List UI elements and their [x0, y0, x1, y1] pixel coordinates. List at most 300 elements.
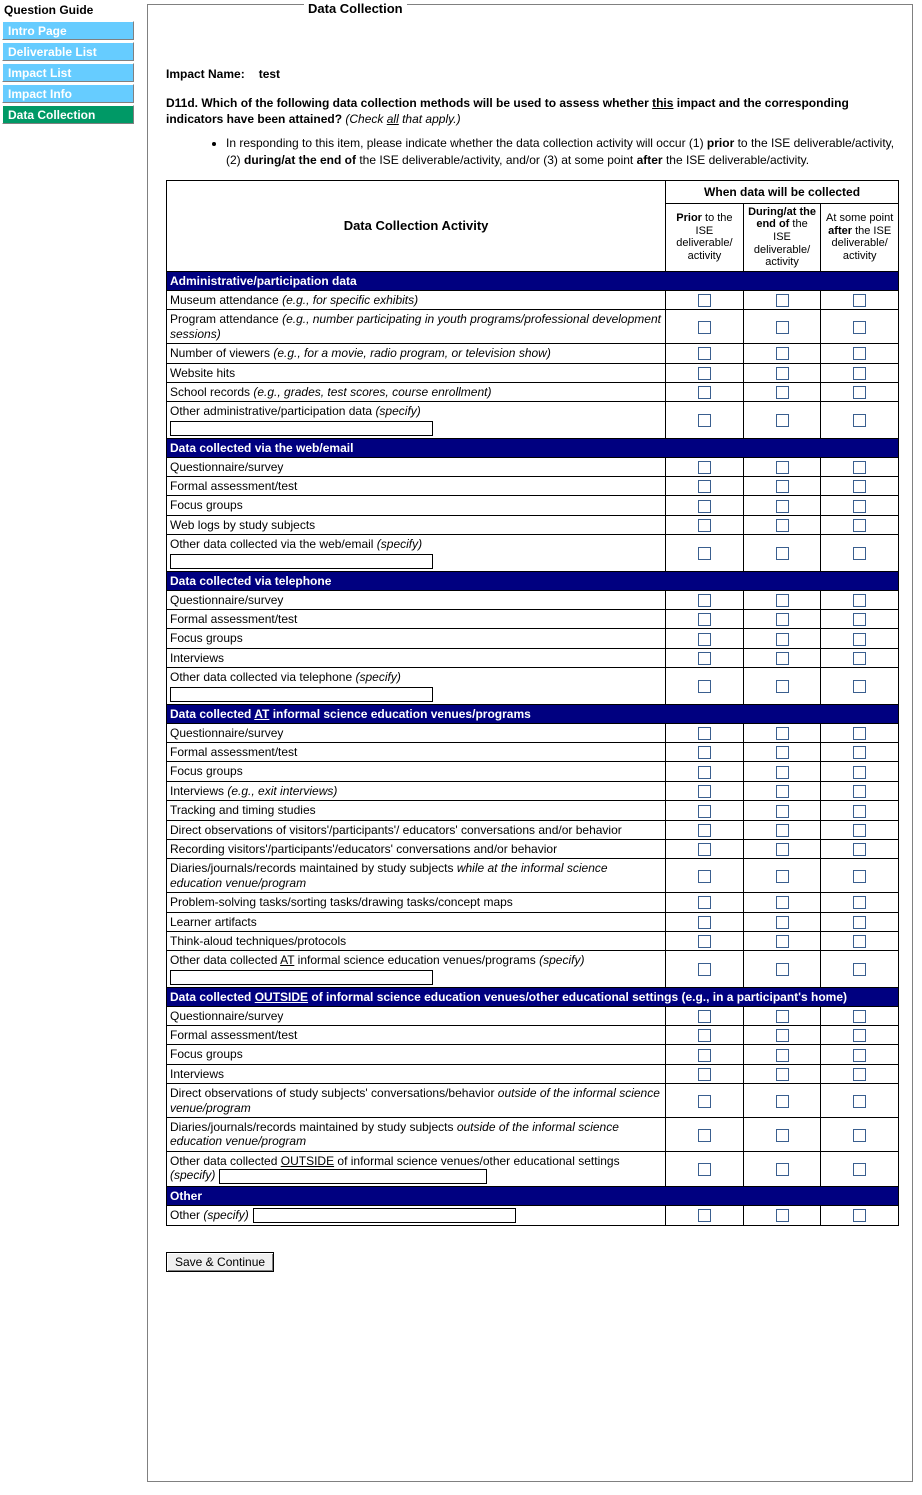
checkbox-after-cell[interactable]: [821, 648, 899, 667]
checkbox-after-cell[interactable]: [821, 912, 899, 931]
activity-cell: [167, 742, 666, 761]
checkbox-after[interactable]: [853, 824, 866, 837]
checkbox-prior-cell[interactable]: [666, 496, 744, 515]
checkbox-prior-cell[interactable]: [666, 839, 744, 858]
checkbox-during-cell[interactable]: [743, 839, 821, 858]
checkbox-after[interactable]: [853, 480, 866, 493]
checkbox-during[interactable]: [776, 1163, 789, 1176]
activity-cell: [167, 1026, 666, 1045]
checkbox-after[interactable]: [853, 766, 866, 779]
checkbox-prior-cell[interactable]: [666, 931, 744, 950]
checkbox-prior-cell[interactable]: [666, 859, 744, 893]
checkbox-prior[interactable]: [698, 652, 711, 665]
checkbox-prior[interactable]: [698, 386, 711, 399]
checkbox-during-cell[interactable]: [743, 515, 821, 534]
checkbox-prior-cell[interactable]: [666, 723, 744, 742]
checkbox-prior-cell[interactable]: [666, 648, 744, 667]
table-row: [167, 742, 899, 761]
checkbox-during[interactable]: [776, 824, 789, 837]
specify-input[interactable]: [219, 1169, 487, 1184]
activity-label: Focus groups: [170, 1047, 243, 1062]
checkbox-after[interactable]: [853, 843, 866, 856]
checkbox-after-cell[interactable]: [821, 859, 899, 893]
activity-cell: [167, 1006, 666, 1025]
checkbox-after-cell[interactable]: [821, 515, 899, 534]
activity-label: Questionnaire/survey: [170, 459, 284, 474]
activity-cell: [167, 801, 666, 820]
checkbox-during-cell[interactable]: [743, 363, 821, 382]
checkbox-after[interactable]: [853, 500, 866, 513]
checkbox-after-cell[interactable]: [821, 1045, 899, 1064]
checkbox-after[interactable]: [853, 935, 866, 948]
checkbox-after-cell[interactable]: [821, 1084, 899, 1118]
checkbox-prior[interactable]: [698, 613, 711, 626]
checkbox-after[interactable]: [853, 386, 866, 399]
checkbox-during[interactable]: [776, 519, 789, 532]
checkbox-after-cell[interactable]: [821, 742, 899, 761]
checkbox-during[interactable]: [776, 766, 789, 779]
checkbox-during-cell[interactable]: [743, 912, 821, 931]
checkbox-during[interactable]: [776, 414, 789, 427]
checkbox-prior-cell[interactable]: [666, 1205, 744, 1225]
checkbox-after[interactable]: [853, 727, 866, 740]
checkbox-during[interactable]: [776, 1068, 789, 1081]
checkbox-during[interactable]: [776, 727, 789, 740]
checkbox-prior-cell[interactable]: [666, 1118, 744, 1152]
checkbox-after[interactable]: [853, 1163, 866, 1176]
checkbox-prior[interactable]: [698, 594, 711, 607]
save-and-continue-button[interactable]: Save & Continue: [166, 1252, 274, 1272]
checkbox-during-cell[interactable]: [743, 801, 821, 820]
checkbox-during-cell[interactable]: [743, 629, 821, 648]
checkbox-after-cell[interactable]: [821, 629, 899, 648]
table-row: [167, 931, 899, 950]
checkbox-prior-cell[interactable]: [666, 820, 744, 839]
checkbox-after-cell[interactable]: [821, 820, 899, 839]
checkbox-during-cell[interactable]: [743, 610, 821, 629]
sidebar-item-impact-info[interactable]: Impact Info: [2, 84, 134, 103]
checkbox-during-cell[interactable]: [743, 477, 821, 496]
section-title: Data collected OUTSIDE of informal science education venues/other educational settings (e.g., in a participant's home): [167, 987, 899, 1006]
checkbox-after[interactable]: [853, 1010, 866, 1023]
checkbox-prior[interactable]: [698, 633, 711, 646]
checkbox-prior[interactable]: [698, 461, 711, 474]
checkbox-after-cell[interactable]: [821, 931, 899, 950]
specify-input[interactable]: [170, 687, 433, 702]
table-section-header: [167, 271, 899, 290]
checkbox-after-cell[interactable]: [821, 1026, 899, 1045]
activity-label: Recording visitors'/participants'/educators' conversations and/or behavior: [170, 841, 558, 856]
checkbox-prior[interactable]: [698, 1049, 711, 1062]
checkbox-after-cell[interactable]: [821, 781, 899, 800]
checkbox-during[interactable]: [776, 594, 789, 607]
checkbox-after[interactable]: [853, 613, 866, 626]
checkbox-prior[interactable]: [698, 519, 711, 532]
checkbox-prior-cell[interactable]: [666, 382, 744, 401]
checkbox-during[interactable]: [776, 347, 789, 360]
checkbox-during[interactable]: [776, 1029, 789, 1042]
activity-cell: [167, 515, 666, 534]
checkbox-prior-cell[interactable]: [666, 801, 744, 820]
checkbox-during-cell[interactable]: [743, 457, 821, 476]
checkbox-after-cell[interactable]: [821, 496, 899, 515]
checkbox-prior-cell[interactable]: [666, 310, 744, 344]
sidebar-item-intro-page[interactable]: Intro Page: [2, 21, 134, 40]
table-row: [167, 629, 899, 648]
checkbox-after-cell[interactable]: [821, 762, 899, 781]
checkbox-after-cell[interactable]: [821, 610, 899, 629]
checkbox-after-cell[interactable]: [821, 668, 899, 704]
checkbox-prior[interactable]: [698, 500, 711, 513]
activity-label: Other data collected via telephone (specify): [170, 670, 401, 685]
activity-label: Think-aloud techniques/protocols: [170, 933, 347, 948]
checkbox-prior-cell[interactable]: [666, 363, 744, 382]
checkbox-during[interactable]: [776, 1209, 789, 1222]
checkbox-prior-cell[interactable]: [666, 1026, 744, 1045]
activity-cell: [167, 496, 666, 515]
checkbox-during[interactable]: [776, 294, 789, 307]
checkbox-prior[interactable]: [698, 1095, 711, 1108]
checkbox-during-cell[interactable]: [743, 1205, 821, 1225]
checkbox-after-cell[interactable]: [821, 344, 899, 363]
checkbox-prior[interactable]: [698, 367, 711, 380]
checkbox-during-cell[interactable]: [743, 402, 821, 438]
table-row: [167, 668, 899, 704]
checkbox-after[interactable]: [853, 547, 866, 560]
checkbox-prior[interactable]: [698, 1068, 711, 1081]
checkbox-after[interactable]: [853, 594, 866, 607]
checkbox-after[interactable]: [853, 321, 866, 334]
activity-cell: [167, 382, 666, 401]
checkbox-prior-cell[interactable]: [666, 781, 744, 800]
checkbox-prior-cell[interactable]: [666, 290, 744, 309]
activity-cell: [167, 590, 666, 609]
checkbox-after[interactable]: [853, 1095, 866, 1108]
checkbox-prior-cell[interactable]: [666, 668, 744, 704]
activity-label: Interviews: [170, 650, 225, 665]
checkbox-during-cell[interactable]: [743, 310, 821, 344]
checkbox-prior-cell[interactable]: [666, 515, 744, 534]
checkbox-prior-cell[interactable]: [666, 1084, 744, 1118]
activity-label: School records (e.g., grades, test scores, course enrollment): [170, 384, 492, 399]
checkbox-during-cell[interactable]: [743, 762, 821, 781]
checkbox-prior[interactable]: [698, 746, 711, 759]
activity-label: Questionnaire/survey: [170, 725, 284, 740]
checkbox-after-cell[interactable]: [821, 723, 899, 742]
specify-input[interactable]: [253, 1208, 516, 1223]
checkbox-after[interactable]: [853, 652, 866, 665]
activity-cell: [167, 648, 666, 667]
checkbox-during[interactable]: [776, 613, 789, 626]
checkbox-prior-cell[interactable]: [666, 1064, 744, 1083]
checkbox-prior[interactable]: [698, 727, 711, 740]
checkbox-after[interactable]: [853, 805, 866, 818]
checkbox-prior[interactable]: [698, 414, 711, 427]
checkbox-during[interactable]: [776, 1010, 789, 1023]
activity-label: Other data collected via the web/email (specify): [170, 537, 423, 552]
question-block: [166, 95, 902, 127]
specify-input[interactable]: [170, 421, 433, 436]
checkbox-prior-cell[interactable]: [666, 1006, 744, 1025]
checkbox-prior-cell[interactable]: [666, 590, 744, 609]
checkbox-during-cell[interactable]: [743, 496, 821, 515]
checkbox-during[interactable]: [776, 547, 789, 560]
activity-cell: [167, 839, 666, 858]
checkbox-prior-cell[interactable]: [666, 477, 744, 496]
checkbox-during[interactable]: [776, 1049, 789, 1062]
section-title: Data collected via the web/email: [167, 438, 899, 457]
checkbox-prior[interactable]: [698, 843, 711, 856]
activity-label: Other administrative/participation data (specify): [170, 404, 421, 419]
checkbox-prior-cell[interactable]: [666, 1151, 744, 1186]
activity-label: Interviews (e.g., exit interviews): [170, 783, 338, 798]
checkbox-after-cell[interactable]: [821, 1118, 899, 1152]
checkbox-prior[interactable]: [698, 294, 711, 307]
checkbox-during[interactable]: [776, 652, 789, 665]
checkbox-during-cell[interactable]: [743, 1045, 821, 1064]
checkbox-during[interactable]: [776, 870, 789, 883]
table-row: [167, 820, 899, 839]
checkbox-after[interactable]: [853, 294, 866, 307]
checkbox-during[interactable]: [776, 916, 789, 929]
checkbox-prior[interactable]: [698, 321, 711, 334]
checkbox-prior[interactable]: [698, 824, 711, 837]
checkbox-after-cell[interactable]: [821, 1205, 899, 1225]
checkbox-after-cell[interactable]: [821, 893, 899, 912]
activity-label: Formal assessment/test: [170, 479, 298, 494]
question-note-item: [226, 135, 902, 167]
checkbox-after[interactable]: [853, 1129, 866, 1142]
checkbox-after[interactable]: [853, 1049, 866, 1062]
checkbox-after[interactable]: [853, 1068, 866, 1081]
checkbox-during-cell[interactable]: [743, 781, 821, 800]
activity-cell: [167, 1151, 666, 1186]
checkbox-after[interactable]: [853, 1209, 866, 1222]
checkbox-during-cell[interactable]: [743, 290, 821, 309]
checkbox-during-cell[interactable]: [743, 668, 821, 704]
table-row: [167, 648, 899, 667]
checkbox-after[interactable]: [853, 963, 866, 976]
checkbox-after[interactable]: [853, 896, 866, 909]
checkbox-prior[interactable]: [698, 896, 711, 909]
checkbox-during-cell[interactable]: [743, 1064, 821, 1083]
checkbox-after-cell[interactable]: [821, 535, 899, 571]
checkbox-during[interactable]: [776, 805, 789, 818]
table-section-header: [167, 571, 899, 590]
table-row: [167, 402, 899, 438]
checkbox-after-cell[interactable]: [821, 363, 899, 382]
checkbox-prior-cell[interactable]: [666, 610, 744, 629]
table-row: [167, 290, 899, 309]
table-row: [167, 535, 899, 571]
specify-input[interactable]: [170, 554, 433, 569]
checkbox-during-cell[interactable]: [743, 723, 821, 742]
checkbox-prior-cell[interactable]: [666, 893, 744, 912]
checkbox-after-cell[interactable]: [821, 951, 899, 987]
checkbox-after-cell[interactable]: [821, 1151, 899, 1186]
checkbox-after[interactable]: [853, 916, 866, 929]
checkbox-after[interactable]: [853, 870, 866, 883]
checkbox-prior[interactable]: [698, 680, 711, 693]
sidebar-item-deliverable-list[interactable]: Deliverable List: [2, 42, 134, 61]
table-section-header: [167, 1186, 899, 1205]
checkbox-during-cell[interactable]: [743, 382, 821, 401]
checkbox-prior[interactable]: [698, 1129, 711, 1142]
checkbox-prior-cell[interactable]: [666, 762, 744, 781]
checkbox-after-cell[interactable]: [821, 310, 899, 344]
activity-cell: [167, 477, 666, 496]
activity-cell: [167, 610, 666, 629]
checkbox-during-cell[interactable]: [743, 1118, 821, 1152]
note-text-4: the ISE deliverable/activity.: [662, 152, 810, 167]
sidebar: [0, 0, 140, 126]
checkbox-after[interactable]: [853, 785, 866, 798]
checkbox-during-cell[interactable]: [743, 1084, 821, 1118]
question-instruction-part1: (Check: [345, 112, 387, 127]
checkbox-after[interactable]: [853, 1029, 866, 1042]
header-col-during: During/at the end of the ISE deliverable/ activity: [743, 203, 821, 271]
checkbox-prior[interactable]: [698, 766, 711, 779]
checkbox-prior[interactable]: [698, 1163, 711, 1176]
activity-label: Direct observations of study subjects' conversations/behavior outside of the informal science venue/program: [170, 1086, 660, 1115]
sidebar-item-data-collection[interactable]: Data Collection: [2, 105, 134, 124]
checkbox-during[interactable]: [776, 500, 789, 513]
activity-cell: [167, 931, 666, 950]
table-row: [167, 1026, 899, 1045]
activity-label: Focus groups: [170, 498, 243, 513]
table-row: [167, 515, 899, 534]
checkbox-during[interactable]: [776, 321, 789, 334]
activity-cell: [167, 951, 666, 987]
activity-cell: [167, 859, 666, 893]
checkbox-prior[interactable]: [698, 963, 711, 976]
checkbox-during[interactable]: [776, 386, 789, 399]
checkbox-after-cell[interactable]: [821, 801, 899, 820]
checkbox-during-cell[interactable]: [743, 742, 821, 761]
table-row: [167, 723, 899, 742]
table-section-header: [167, 438, 899, 457]
checkbox-prior[interactable]: [698, 805, 711, 818]
checkbox-during-cell[interactable]: [743, 344, 821, 363]
checkbox-during-cell[interactable]: [743, 535, 821, 571]
checkbox-during-cell[interactable]: [743, 1006, 821, 1025]
checkbox-during[interactable]: [776, 633, 789, 646]
question-note: [210, 135, 902, 167]
checkbox-after-cell[interactable]: [821, 1064, 899, 1083]
checkbox-after-cell[interactable]: [821, 457, 899, 476]
sidebar-item-impact-list[interactable]: Impact List: [2, 63, 134, 82]
checkbox-prior-cell[interactable]: [666, 951, 744, 987]
checkbox-after-cell[interactable]: [821, 402, 899, 438]
note-text-2: to the ISE deliverable/activity, (2): [226, 136, 895, 167]
question-text-part1: Which of the following data collection methods will be used to assess whether: [201, 96, 653, 110]
activity-cell: [167, 457, 666, 476]
data-collection-table: [166, 180, 899, 1226]
checkbox-prior[interactable]: [698, 1010, 711, 1023]
checkbox-during[interactable]: [776, 1129, 789, 1142]
checkbox-prior-cell[interactable]: [666, 629, 744, 648]
checkbox-during-cell[interactable]: [743, 820, 821, 839]
activity-cell: [167, 310, 666, 344]
checkbox-after-cell[interactable]: [821, 839, 899, 858]
checkbox-prior-cell[interactable]: [666, 457, 744, 476]
note-text-3: the ISE deliverable/activity, and/or (3) at some point: [356, 152, 637, 167]
checkbox-after-cell[interactable]: [821, 590, 899, 609]
specify-input[interactable]: [170, 970, 433, 985]
checkbox-during[interactable]: [776, 935, 789, 948]
checkbox-during[interactable]: [776, 680, 789, 693]
checkbox-prior[interactable]: [698, 935, 711, 948]
checkbox-during-cell[interactable]: [743, 859, 821, 893]
checkbox-after[interactable]: [853, 461, 866, 474]
checkbox-after-cell[interactable]: [821, 382, 899, 401]
activity-cell: [167, 344, 666, 363]
checkbox-during[interactable]: [776, 843, 789, 856]
checkbox-during-cell[interactable]: [743, 590, 821, 609]
checkbox-prior[interactable]: [698, 347, 711, 360]
checkbox-after[interactable]: [853, 347, 866, 360]
activity-cell: [167, 893, 666, 912]
header-col-after: At some point after the ISE deliverable/ activity: [821, 203, 899, 271]
checkbox-prior[interactable]: [698, 1029, 711, 1042]
checkbox-during-cell[interactable]: [743, 1151, 821, 1186]
checkbox-after[interactable]: [853, 680, 866, 693]
checkbox-during[interactable]: [776, 1095, 789, 1108]
checkbox-prior[interactable]: [698, 480, 711, 493]
checkbox-prior[interactable]: [698, 870, 711, 883]
activity-cell: [167, 1045, 666, 1064]
checkbox-after[interactable]: [853, 746, 866, 759]
checkbox-prior-cell[interactable]: [666, 344, 744, 363]
checkbox-prior[interactable]: [698, 1209, 711, 1222]
checkbox-after[interactable]: [853, 414, 866, 427]
checkbox-after[interactable]: [853, 367, 866, 380]
checkbox-after-cell[interactable]: [821, 1006, 899, 1025]
checkbox-after-cell[interactable]: [821, 290, 899, 309]
checkbox-prior-cell[interactable]: [666, 742, 744, 761]
checkbox-after[interactable]: [853, 519, 866, 532]
checkbox-prior-cell[interactable]: [666, 402, 744, 438]
checkbox-prior-cell[interactable]: [666, 912, 744, 931]
checkbox-during-cell[interactable]: [743, 931, 821, 950]
checkbox-prior[interactable]: [698, 916, 711, 929]
section-title: Data collected AT informal science education venues/programs: [167, 704, 899, 723]
checkbox-prior-cell[interactable]: [666, 1045, 744, 1064]
checkbox-prior[interactable]: [698, 785, 711, 798]
checkbox-during[interactable]: [776, 896, 789, 909]
table-row: [167, 363, 899, 382]
checkbox-during[interactable]: [776, 785, 789, 798]
checkbox-during-cell[interactable]: [743, 1026, 821, 1045]
table-row: [167, 590, 899, 609]
note-bold-after: after: [636, 152, 663, 167]
checkbox-during[interactable]: [776, 963, 789, 976]
checkbox-during-cell[interactable]: [743, 648, 821, 667]
checkbox-during[interactable]: [776, 461, 789, 474]
checkbox-during-cell[interactable]: [743, 951, 821, 987]
checkbox-prior-cell[interactable]: [666, 535, 744, 571]
checkbox-prior[interactable]: [698, 547, 711, 560]
table-row: [167, 1064, 899, 1083]
table-section-header: [167, 987, 899, 1006]
checkbox-during[interactable]: [776, 367, 789, 380]
checkbox-during-cell[interactable]: [743, 893, 821, 912]
checkbox-after-cell[interactable]: [821, 477, 899, 496]
checkbox-during[interactable]: [776, 746, 789, 759]
activity-cell: [167, 668, 666, 704]
checkbox-during[interactable]: [776, 480, 789, 493]
checkbox-after[interactable]: [853, 633, 866, 646]
